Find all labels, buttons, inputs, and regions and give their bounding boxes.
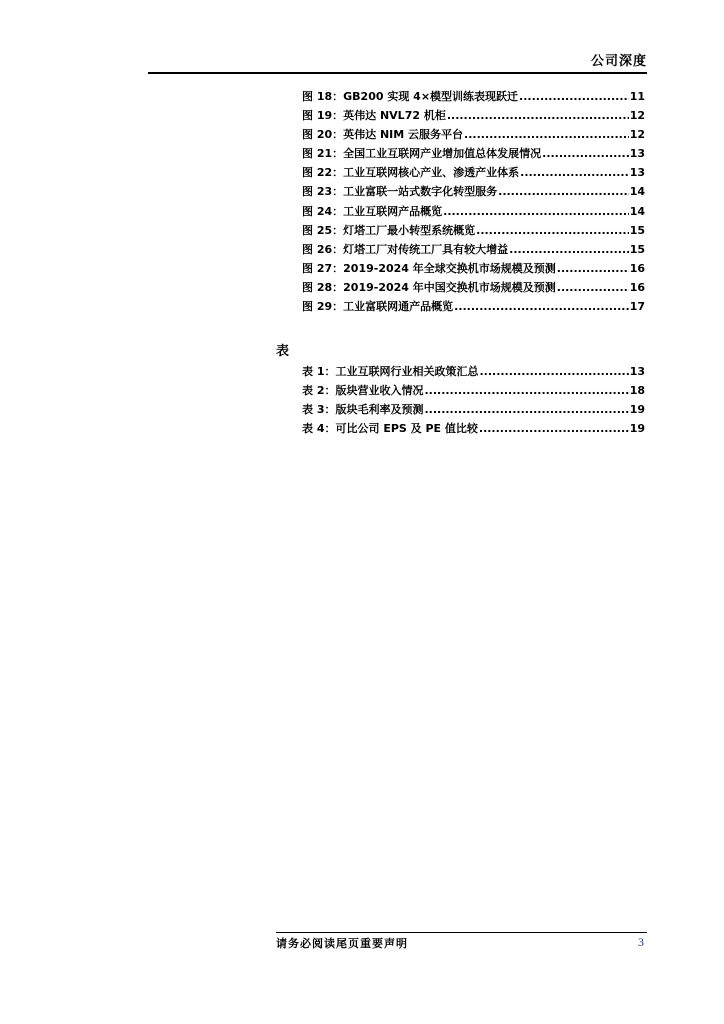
figure-entry[interactable] — [302, 88, 645, 107]
figure-entry-label: 图 25：灯塔工厂最小转型系统概览 — [302, 223, 476, 237]
figure-entry[interactable] — [302, 260, 645, 279]
dot-leader — [520, 166, 629, 179]
figure-list — [302, 88, 645, 317]
dot-leader — [509, 243, 629, 256]
figure-entry-label: 图 19：英伟达 NVL72 机柜 — [302, 109, 446, 123]
figure-entry[interactable] — [302, 203, 645, 222]
dot-leader — [479, 422, 629, 435]
table-entry[interactable] — [302, 401, 645, 420]
figure-entry-label: 图 27：2019-2024 年全球交换机市场规模及预测 — [302, 261, 556, 275]
figure-entry-page: 13 — [629, 147, 645, 161]
footer-notice: 请务必阅读尾页重要声明 — [276, 937, 408, 950]
dot-leader — [542, 147, 629, 160]
figure-entry[interactable] — [302, 183, 645, 202]
figure-entry[interactable] — [302, 279, 645, 298]
table-entry-page: 19 — [629, 403, 645, 417]
table-entry-page: 19 — [629, 422, 645, 436]
page-number: 3 — [638, 935, 644, 949]
dot-leader — [447, 109, 629, 122]
dot-leader — [424, 384, 628, 397]
figure-entry[interactable] — [302, 164, 645, 183]
figure-entry-page: 15 — [629, 223, 645, 237]
dot-leader — [519, 90, 629, 103]
table-entry[interactable] — [302, 382, 645, 401]
table-entry-page: 18 — [629, 384, 645, 398]
table-entry[interactable] — [302, 420, 645, 439]
figure-entry-page: 12 — [629, 128, 645, 142]
figure-entry-label: 图 21：全国工业互联网产业增加值总体发展情况 — [302, 147, 542, 161]
figure-entry[interactable] — [302, 241, 645, 260]
dot-leader — [443, 205, 629, 218]
figure-entry-label: 图 28：2019-2024 年中国交换机市场规模及预测 — [302, 280, 556, 294]
table-entry-label: 表 4：可比公司 EPS 及 PE 值比较 — [302, 422, 478, 436]
figure-entry-page: 16 — [629, 261, 645, 275]
figure-entry-page: 11 — [629, 90, 645, 103]
table-entry-label: 表 1：工业互联网行业相关政策汇总 — [302, 365, 479, 378]
table-entry-page: 13 — [629, 365, 645, 378]
header-title: 公司深度 — [590, 54, 647, 69]
table-entry-label: 表 3：版块毛利率及预测 — [302, 403, 424, 417]
footer-divider — [276, 932, 647, 933]
header-divider — [148, 72, 647, 74]
figure-entry[interactable] — [302, 145, 645, 164]
tables-section-title: 表 — [276, 344, 290, 359]
dot-leader — [498, 185, 629, 198]
figure-entry-page: 16 — [629, 280, 645, 294]
figure-entry-label: 图 23：工业富联一站式数字化转型服务 — [302, 185, 498, 199]
figure-entry-page: 14 — [629, 185, 645, 199]
figure-entry-page: 13 — [629, 166, 645, 180]
table-entry-label: 表 2：版块营业收入情况 — [302, 384, 424, 398]
figure-entry-label: 图 26：灯塔工厂对传统工厂具有较大增益 — [302, 242, 509, 256]
figure-entry[interactable] — [302, 298, 645, 317]
dot-leader — [464, 128, 629, 141]
figure-entry-page: 15 — [629, 242, 645, 256]
figure-entry-label: 图 20：英伟达 NIM 云服务平台 — [302, 128, 464, 142]
dot-leader — [557, 281, 629, 294]
dot-leader — [479, 365, 628, 378]
figure-entry-page: 12 — [629, 109, 645, 123]
table-entry[interactable] — [302, 363, 645, 382]
figure-entry-page: 14 — [629, 204, 645, 218]
figure-entry-label: 图 29：工业富联网通产品概览 — [302, 300, 454, 314]
dot-leader — [557, 262, 629, 275]
dot-leader — [424, 403, 628, 416]
table-list — [302, 363, 645, 439]
figure-entry-label: 图 18：GB200 实现 4×模型训练表现跃迁 — [302, 90, 519, 103]
figure-entry[interactable] — [302, 107, 645, 126]
figure-entry[interactable] — [302, 126, 645, 145]
dot-leader — [454, 300, 629, 313]
figure-entry-page: 17 — [629, 300, 645, 314]
figure-entry-label: 图 24：工业互联网产品概览 — [302, 204, 443, 218]
dot-leader — [476, 224, 629, 237]
figure-entry[interactable] — [302, 222, 645, 241]
figure-entry-label: 图 22：工业互联网核心产业、渗透产业体系 — [302, 166, 520, 180]
